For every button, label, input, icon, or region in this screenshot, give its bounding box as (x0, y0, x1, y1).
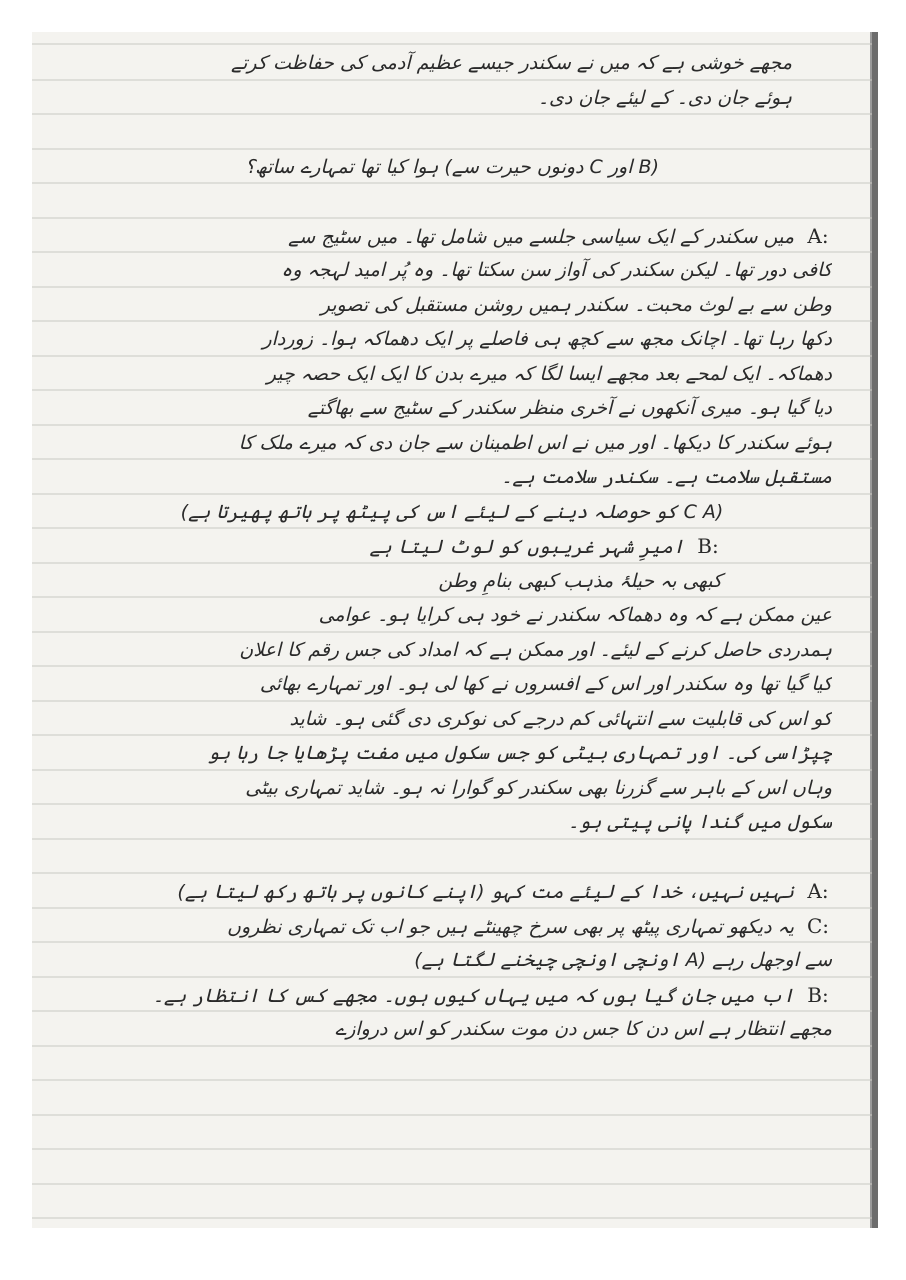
text-line (72, 288, 832, 323)
line-text: کبھی بہ حیلۂ مذہب کبھی بنامِ وطن (438, 569, 722, 592)
text-line (72, 81, 832, 116)
line-text: اب میں جان گیا ہوں کہ میں یہاں کیوں ہوں۔ مجھے کس کا انتظار ہے۔ (152, 984, 794, 1007)
text-line (72, 633, 832, 668)
line-text: کو اس کی قابلیت سے انتہائی کم درجے کی نوکری دی گئی ہو۔ شاید (289, 707, 832, 730)
blank-line (72, 840, 832, 875)
text-line (72, 322, 832, 357)
speaker-label-c: C: (806, 913, 830, 938)
line-text: نہیں نہیں، خدا کے لیئے مت کہو (اپنے کانوں پر ہاتھ رکھ لیتا ہے) (177, 881, 794, 903)
speaker-label-b: B: (697, 534, 719, 558)
text-line (72, 736, 832, 771)
dialogue-line (72, 978, 832, 1013)
line-text: میں سکندر کے ایک سیاسی جلسے میں شامل تھا۔ میں سٹیج سے (288, 225, 794, 248)
line-text: ہمدردی حاصل کرنے کے لیئے۔ اور ممکن ہے کہ امداد کی جس رقم کا اعلان (239, 638, 832, 661)
text-line (72, 46, 832, 81)
speaker-label-b: B: (807, 982, 829, 1007)
stage-direction (72, 495, 832, 530)
line-text: کیا گیا تھا وہ سکندر اور اس کے افسروں نے کھا لی ہو۔ اور تمہارے بھائی (259, 673, 832, 695)
text-line (72, 1012, 832, 1047)
line-text: ہوئے جان دی۔ کے لیئے جان دی۔ (537, 86, 792, 109)
line-text: مجھے خوشی ہے کہ میں نے سکندر جیسے عظیم آدمی کی حفاظت کرتے (230, 52, 792, 74)
line-text: وطن سے بے لوث محبت۔ سکندر ہمیں روشن مستقبل کی تصویر (320, 293, 832, 316)
line-text: سکول میں گندا پانی پیتی ہو۔ (568, 811, 832, 833)
verse-line (72, 564, 832, 599)
text-line (72, 771, 832, 806)
text-line (72, 391, 832, 426)
dialogue-line (72, 529, 832, 564)
verse-line: امیرِ شہر غریبوں کو لوٹ لیتا ہے (369, 536, 684, 558)
text-line (72, 667, 832, 702)
handwritten-urdu-text (72, 46, 832, 1047)
text-line (72, 253, 832, 288)
blank-line (72, 115, 832, 150)
dialogue-line (72, 219, 832, 254)
text-line (72, 943, 832, 978)
line-text: ہوئے سکندر کا دیکھا۔ اور میں نے اس اطمینان سے جان دی کہ میرے ملک کا (238, 431, 832, 454)
line-text: دیا گیا ہو۔ میری آنکھوں نے آخری منظر سکندر کے سٹیج سے بھاگتے (307, 397, 832, 419)
notebook-sheet (32, 32, 878, 1228)
speaker-label-a: A: (807, 879, 829, 903)
line-text: دکھا رہا تھا۔ اچانک مجھ سے کچھ ہی فاصلے پر ایک دھماکہ ہوا۔ زوردار (262, 328, 832, 350)
line-text: وہاں اس کے باہر سے گزرنا بھی سکندر کو گوارا نہ ہو۔ شاید تمہاری بیٹی (245, 776, 832, 799)
stage-direction (72, 150, 832, 185)
text-line (72, 805, 832, 840)
blank-line (72, 184, 832, 219)
text-line (72, 357, 832, 392)
line-text: مجھے انتظار ہے اس دن کا جس دن موت سکندر کو اس دروازے (335, 1018, 832, 1040)
text-line (72, 702, 832, 737)
line-text: کافی دور تھا۔ لیکن سکندر کی آواز سن سکتا تھا۔ وہ پُر امید لہجہ وہ (281, 259, 832, 281)
line-text: چپڑاسی کی۔ اور تمہاری بیٹی کو جس سکول میں مفت پڑھایا جا رہا ہو (207, 742, 832, 764)
dialogue-line (72, 909, 832, 944)
line-text: سے اوجھل رہے (A اونچی اونچی چیخنے لگتا ہے) (414, 949, 832, 971)
line-text: (B اور C دونوں حیرت سے) ہوا کیا تھا تمہارے ساتھ؟ (244, 155, 659, 178)
line-text: (C A کو حوصلہ دینے کے لیئے اس کی پیٹھ پر ہاتھ پھیرتا ہے) (180, 500, 724, 523)
text-line (72, 598, 832, 633)
dialogue-line (72, 874, 832, 909)
line-text: یہ دیکھو تمہاری پیٹھ پر بھی سرخ چھینٹے ہیں جو اب تک تمہاری نظروں (227, 915, 794, 938)
text-line (72, 426, 832, 461)
line-text: عین ممکن ہے کہ وہ دھماکہ سکندر نے خود ہی کرایا ہو۔ عوامی (318, 604, 832, 626)
speaker-label-a: A: (807, 223, 829, 248)
line-text: مستقبل سلامت ہے۔ سکندر سلامت ہے۔ (501, 466, 832, 488)
text-line (72, 460, 832, 495)
line-text: دھماکہ۔ ایک لمحے بعد مجھے ایسا لگا کہ میرے بدن کا ایک ایک حصہ چیر (266, 362, 832, 385)
